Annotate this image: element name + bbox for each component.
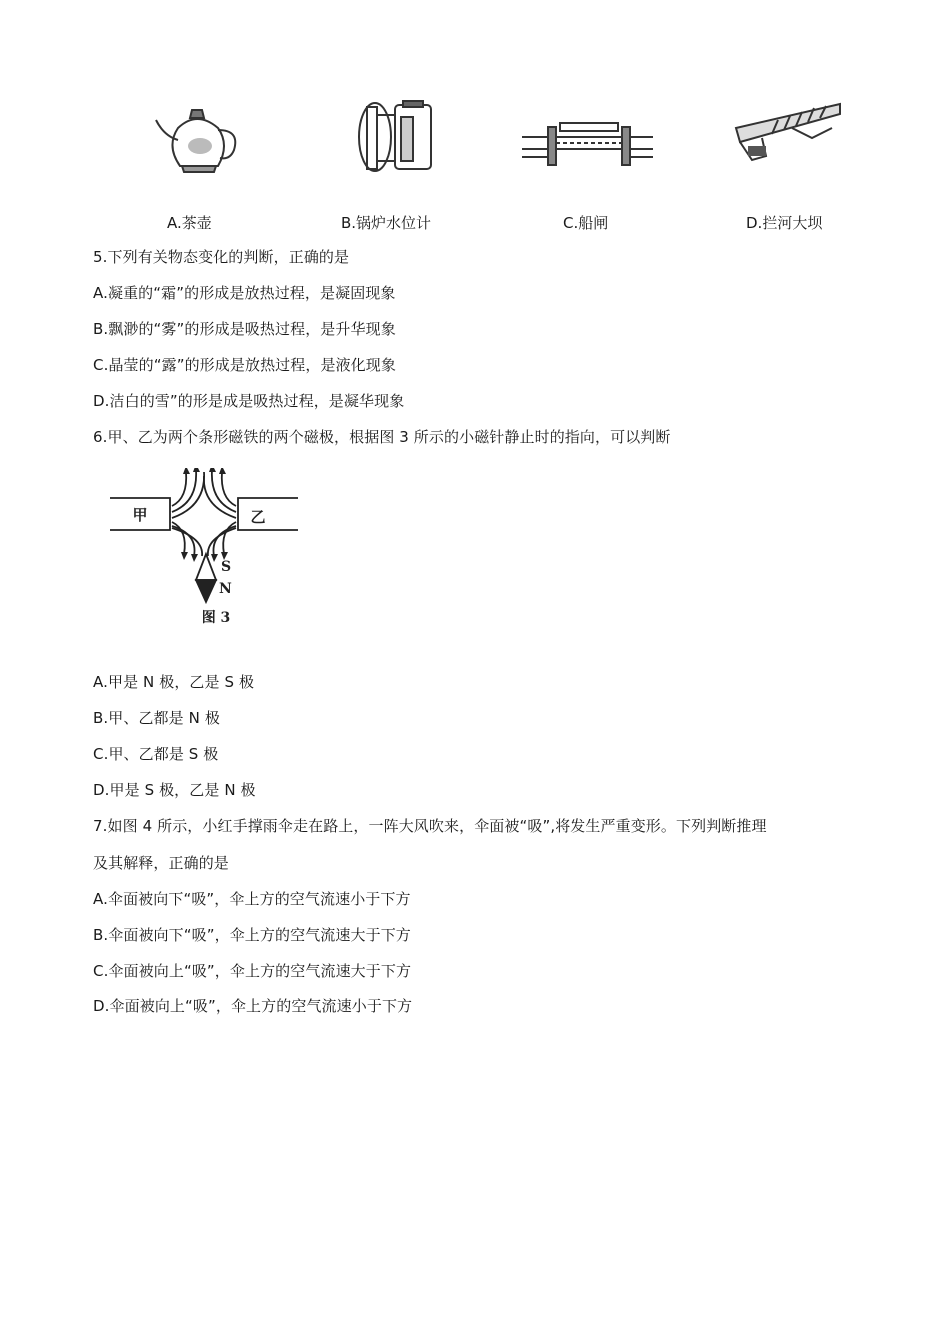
q6-option-a: A.甲是 N 极，乙是 S 极 xyxy=(93,673,255,691)
needle-bottom-label: N xyxy=(219,581,232,597)
figure-3-caption: 图 3 xyxy=(201,610,231,626)
dam-icon xyxy=(732,98,844,168)
q6-magnet-figure xyxy=(110,468,300,630)
q7-option-b: B.伞面被向下“吸”，伞上方的空气流速大于下方 xyxy=(93,926,411,944)
q4-option-d-caption: D.拦河大坝 xyxy=(746,214,823,232)
q7-option-a: A.伞面被向下“吸”，伞上方的空气流速小于下方 xyxy=(93,890,411,908)
needle-top-label: S xyxy=(221,559,232,575)
q4-option-b-caption: B.锅炉水位计 xyxy=(341,214,432,232)
q6-stem: 6.甲、乙为两个条形磁铁的两个磁极，根据图 3 所示的小磁针静止时的指向，可以判断 xyxy=(93,428,671,446)
q4-option-a-caption: A.茶壶 xyxy=(167,214,212,232)
teapot-icon xyxy=(150,100,245,180)
q5-option-d: D.洁白的雪”的形是成是吸热过程，是凝华现象 xyxy=(93,392,405,410)
q4-option-c-caption: C.船闸 xyxy=(563,214,609,232)
q7-stem-line1: 7.如图 4 所示，小红手撑雨伞走在路上，一阵大风吹来，伞面被“吸”,将发生严重变形。下列判断推理 xyxy=(93,817,767,835)
ship-lock-icon xyxy=(520,115,655,170)
q5-stem: 5.下列有关物态变化的判断，正确的是 xyxy=(93,248,350,266)
q5-option-b: B.飘渺的“雾”的形成是吸热过程，是升华现象 xyxy=(93,320,396,338)
q7-option-c: C.伞面被向上“吸”，伞上方的空气流速大于下方 xyxy=(93,962,412,980)
q7-stem-line2: 及其解释，正确的是 xyxy=(93,854,229,872)
q6-option-c: C.甲、乙都是 S 极 xyxy=(93,745,219,763)
q6-option-d: D.甲是 S 极，乙是 N 极 xyxy=(93,781,256,799)
compass-needle-n-half xyxy=(196,580,216,602)
right-magnet-label: 乙 xyxy=(250,508,266,526)
q6-option-b: B.甲、乙都是 N 极 xyxy=(93,709,220,727)
q5-option-c: C.晶莹的“露”的形成是放热过程，是液化现象 xyxy=(93,356,396,374)
left-magnet-label: 甲 xyxy=(132,506,148,524)
q7-option-d: D.伞面被向上“吸”，伞上方的空气流速小于下方 xyxy=(93,997,413,1015)
q5-option-a: A.凝重的“霜”的形成是放热过程，是凝固现象 xyxy=(93,284,396,302)
boiler-gauge-icon xyxy=(355,97,440,182)
